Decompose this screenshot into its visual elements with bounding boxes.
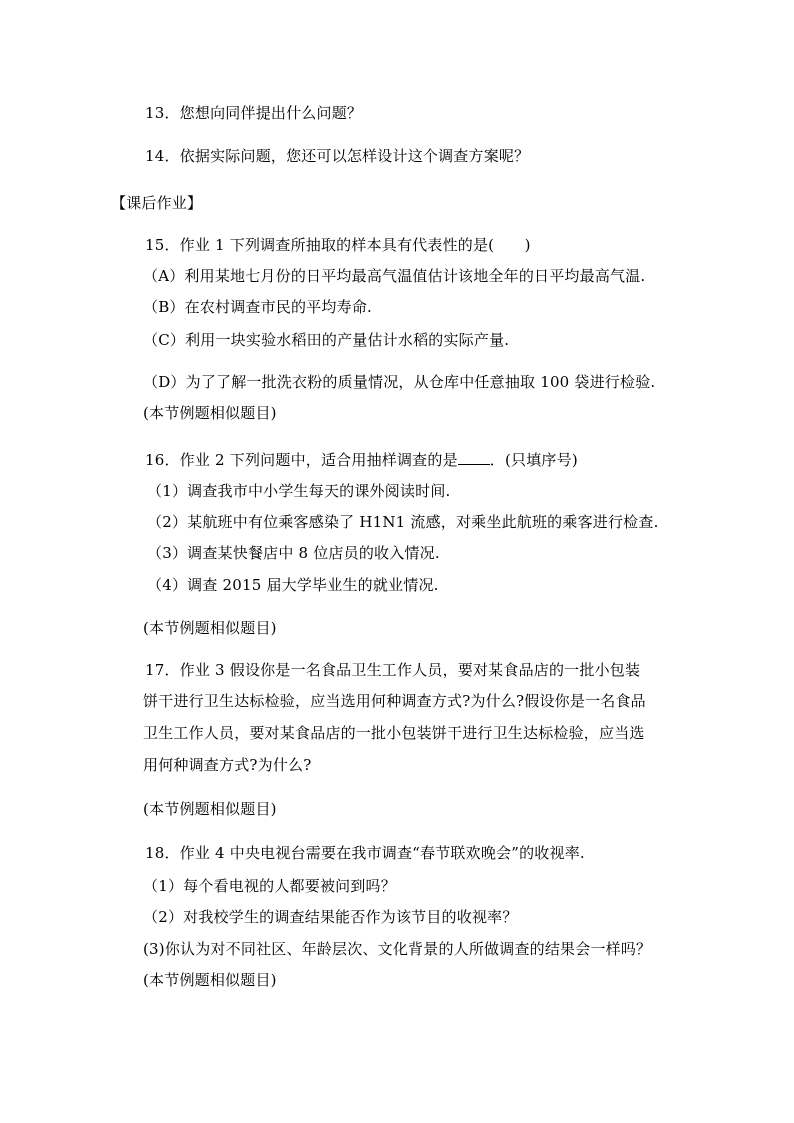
- question-17-line-2: 饼干进行卫生达标检验，应当选用何种调查方式?为什么?假设你是一名食品: [143, 692, 646, 710]
- question-18-item-2: （2）对我校学生的调查结果能否作为该节目的收视率？: [143, 908, 518, 926]
- question-16-item-1: （1）调查我市中小学生每天的课外阅读时间.: [147, 482, 451, 500]
- question-18-item-1: （1）每个看电视的人都要被问到吗？: [143, 877, 396, 895]
- question-15-option-b: （B）在农村调查市民的平均寿命.: [143, 298, 372, 316]
- section-title: 【课后作业】: [111, 194, 203, 212]
- question-15-option-d: （D）为了了解一批洗衣粉的质量情况，从仓库中任意抽取 100 袋进行检验.: [143, 373, 656, 391]
- question-16-stem-suffix: ．(只填序号): [489, 451, 578, 469]
- question-17-line-3: 卫生工作人员，要对某食品店的一批小包装饼干进行卫生达标检验，应当选: [143, 724, 645, 742]
- question-14: 14．依据实际问题，您还可以怎样设计这个调查方案呢？: [145, 147, 530, 165]
- question-17-note: (本节例题相似题目): [143, 800, 277, 818]
- question-15-note: (本节例题相似题目): [143, 404, 277, 422]
- question-17-line-1: 17．作业 3 假设你是一名食品卫生工作人员，要对某食品店的一批小包装: [145, 661, 641, 679]
- question-15-option-c: （C）利用一块实验水稻田的产量估计水稻的实际产量.: [143, 331, 510, 349]
- question-16-note: (本节例题相似题目): [143, 619, 277, 637]
- question-17-line-4: 用何种调查方式?为什么?: [143, 756, 312, 774]
- question-16-stem: [145, 450, 578, 470]
- question-18-note: (本节例题相似题目): [143, 971, 277, 989]
- question-13: 13．您想向同伴提出什么问题？: [145, 104, 363, 122]
- question-15-stem: 15．作业 1 下列调查所抽取的样本具有代表性的是( ): [145, 236, 531, 254]
- question-16-item-2: （2）某航班中有位乘客感染了 H1N1 流感，对乘坐此航班的乘客进行检查.: [147, 513, 659, 531]
- question-18-item-3: (3)你认为对不同社区、年龄层次、文化背景的人所做调查的结果会一样吗？: [143, 940, 652, 958]
- question-15-option-a: （A）利用某地七月份的日平均最高气温值估计该地全年的日平均最高气温.: [143, 267, 646, 285]
- question-16-item-4: （4）调查 2015 届大学毕业生的就业情况.: [147, 576, 439, 594]
- answer-blank[interactable]: [458, 450, 490, 465]
- question-16-stem-text: 16．作业 2 下列问题中，适合用抽样调查的是: [145, 451, 458, 469]
- question-16-item-3: （3）调查某快餐店中 8 位店员的收入情况.: [147, 544, 440, 562]
- question-18-stem: 18．作业 4 中央电视台需要在我市调查“春节联欢晚会”的收视率.: [145, 844, 585, 862]
